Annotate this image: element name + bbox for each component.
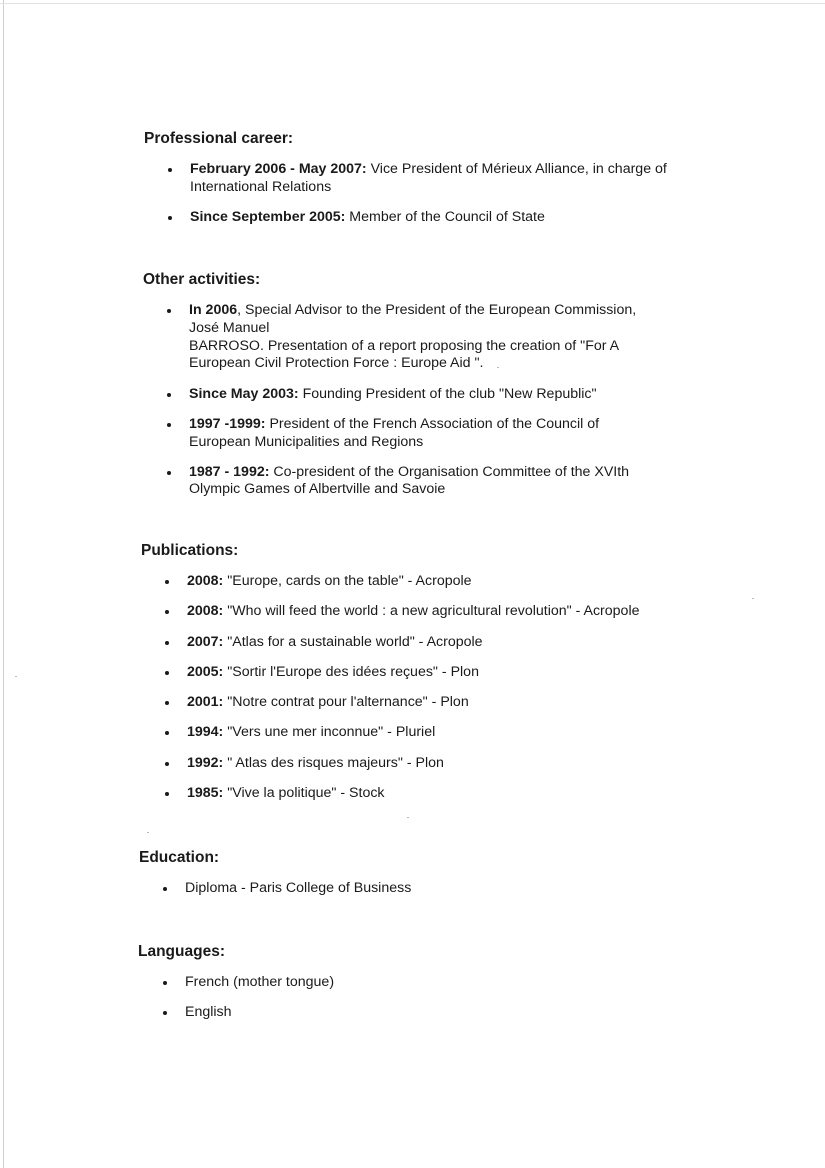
list-item bbox=[163, 974, 723, 992]
item-year: 1994: bbox=[187, 724, 224, 741]
item-date: 1987 - 1992: bbox=[189, 463, 270, 480]
item-text: "Atlas for a sustainable world" - Acropole bbox=[223, 633, 483, 650]
item-text: , Special Advisor to the President of the European Commission, bbox=[237, 302, 637, 318]
item-text: European Civil Protection Force : Europe Aid ". bbox=[189, 355, 484, 372]
item-text: José Manuel bbox=[189, 319, 270, 336]
scan-speck bbox=[147, 832, 149, 833]
page-edge-left bbox=[3, 0, 4, 1168]
item-text: Olympic Games of Albertville and Savoie bbox=[189, 481, 446, 498]
item-text: President of the French Association of the Council of bbox=[265, 415, 600, 432]
item-year: 2001: bbox=[187, 694, 224, 711]
item-text: "Europe, cards on the table" - Acropole bbox=[223, 573, 472, 589]
item-text: Co-president of the Organisation Committee of the XVIth bbox=[269, 463, 630, 480]
list-item bbox=[163, 1004, 723, 1022]
publications-heading: Publications: bbox=[141, 542, 239, 559]
item-year: 2008: bbox=[187, 603, 224, 620]
list-item bbox=[168, 161, 728, 197]
item-text: "Who will feed the world : a new agricultural revolution" - Acropole bbox=[223, 603, 640, 620]
languages-heading: Languages: bbox=[138, 943, 225, 960]
item-text: European Municipalities and Regions bbox=[189, 433, 424, 450]
list-item bbox=[167, 416, 727, 452]
item-date: February 2006 - May 2007: bbox=[190, 161, 367, 177]
item-text: Diploma - Paris College of Business bbox=[185, 880, 412, 896]
other-activities-list bbox=[167, 302, 727, 499]
item-text: BARROSO. Presentation of a report proposing the creation of "For A bbox=[189, 337, 620, 354]
list-item bbox=[167, 386, 727, 404]
education-list bbox=[163, 880, 723, 898]
item-text: "Notre contrat pour l'alternance" - Plon bbox=[223, 694, 469, 711]
scan-speck bbox=[497, 367, 499, 368]
item-text: International Relations bbox=[190, 178, 332, 195]
item-text: Member of the Council of State bbox=[345, 208, 545, 225]
item-text: Founding President of the club "New Republic" bbox=[298, 386, 597, 403]
list-item bbox=[165, 603, 745, 621]
professional-career-list bbox=[168, 161, 728, 226]
publications-list bbox=[165, 573, 745, 803]
item-date: In 2006 bbox=[189, 302, 238, 318]
scan-speck bbox=[752, 598, 754, 599]
item-year: 1992: bbox=[187, 754, 224, 771]
item-date: Since September 2005: bbox=[190, 208, 346, 225]
item-text: Vice President of Mérieux Alliance, in charge of bbox=[366, 161, 667, 177]
list-item bbox=[168, 209, 728, 227]
item-year: 2007: bbox=[187, 633, 224, 650]
scan-speck bbox=[15, 676, 17, 677]
list-item bbox=[165, 664, 745, 682]
languages-list bbox=[163, 974, 723, 1022]
list-item bbox=[163, 880, 723, 898]
list-item bbox=[165, 573, 745, 591]
item-text: "Vive la politique" - Stock bbox=[223, 785, 385, 802]
list-item bbox=[165, 634, 745, 652]
item-year: 1985: bbox=[187, 785, 224, 802]
list-item bbox=[165, 755, 745, 773]
item-date: 1997 -1999: bbox=[189, 415, 266, 432]
item-text: French (mother tongue) bbox=[185, 974, 335, 990]
item-year: 2008: bbox=[187, 573, 224, 589]
education-heading: Education: bbox=[139, 849, 220, 866]
item-date: Since May 2003: bbox=[189, 386, 299, 403]
item-year: 2005: bbox=[187, 663, 224, 680]
item-text: "Vers une mer inconnue" - Pluriel bbox=[223, 724, 436, 741]
other-activities-heading: Other activities: bbox=[143, 271, 261, 288]
item-text: "Sortir l'Europe des idées reçues" - Plon bbox=[223, 663, 479, 680]
list-item bbox=[167, 302, 727, 373]
list-item bbox=[165, 724, 745, 742]
scan-speck bbox=[407, 817, 409, 818]
list-item bbox=[165, 694, 745, 712]
item-text: English bbox=[185, 1004, 232, 1021]
item-text: " Atlas des risques majeurs" - Plon bbox=[223, 754, 444, 771]
list-item bbox=[167, 464, 727, 500]
professional-career-heading: Professional career: bbox=[144, 130, 294, 147]
page-edge-top bbox=[0, 3, 825, 4]
list-item bbox=[165, 785, 745, 803]
